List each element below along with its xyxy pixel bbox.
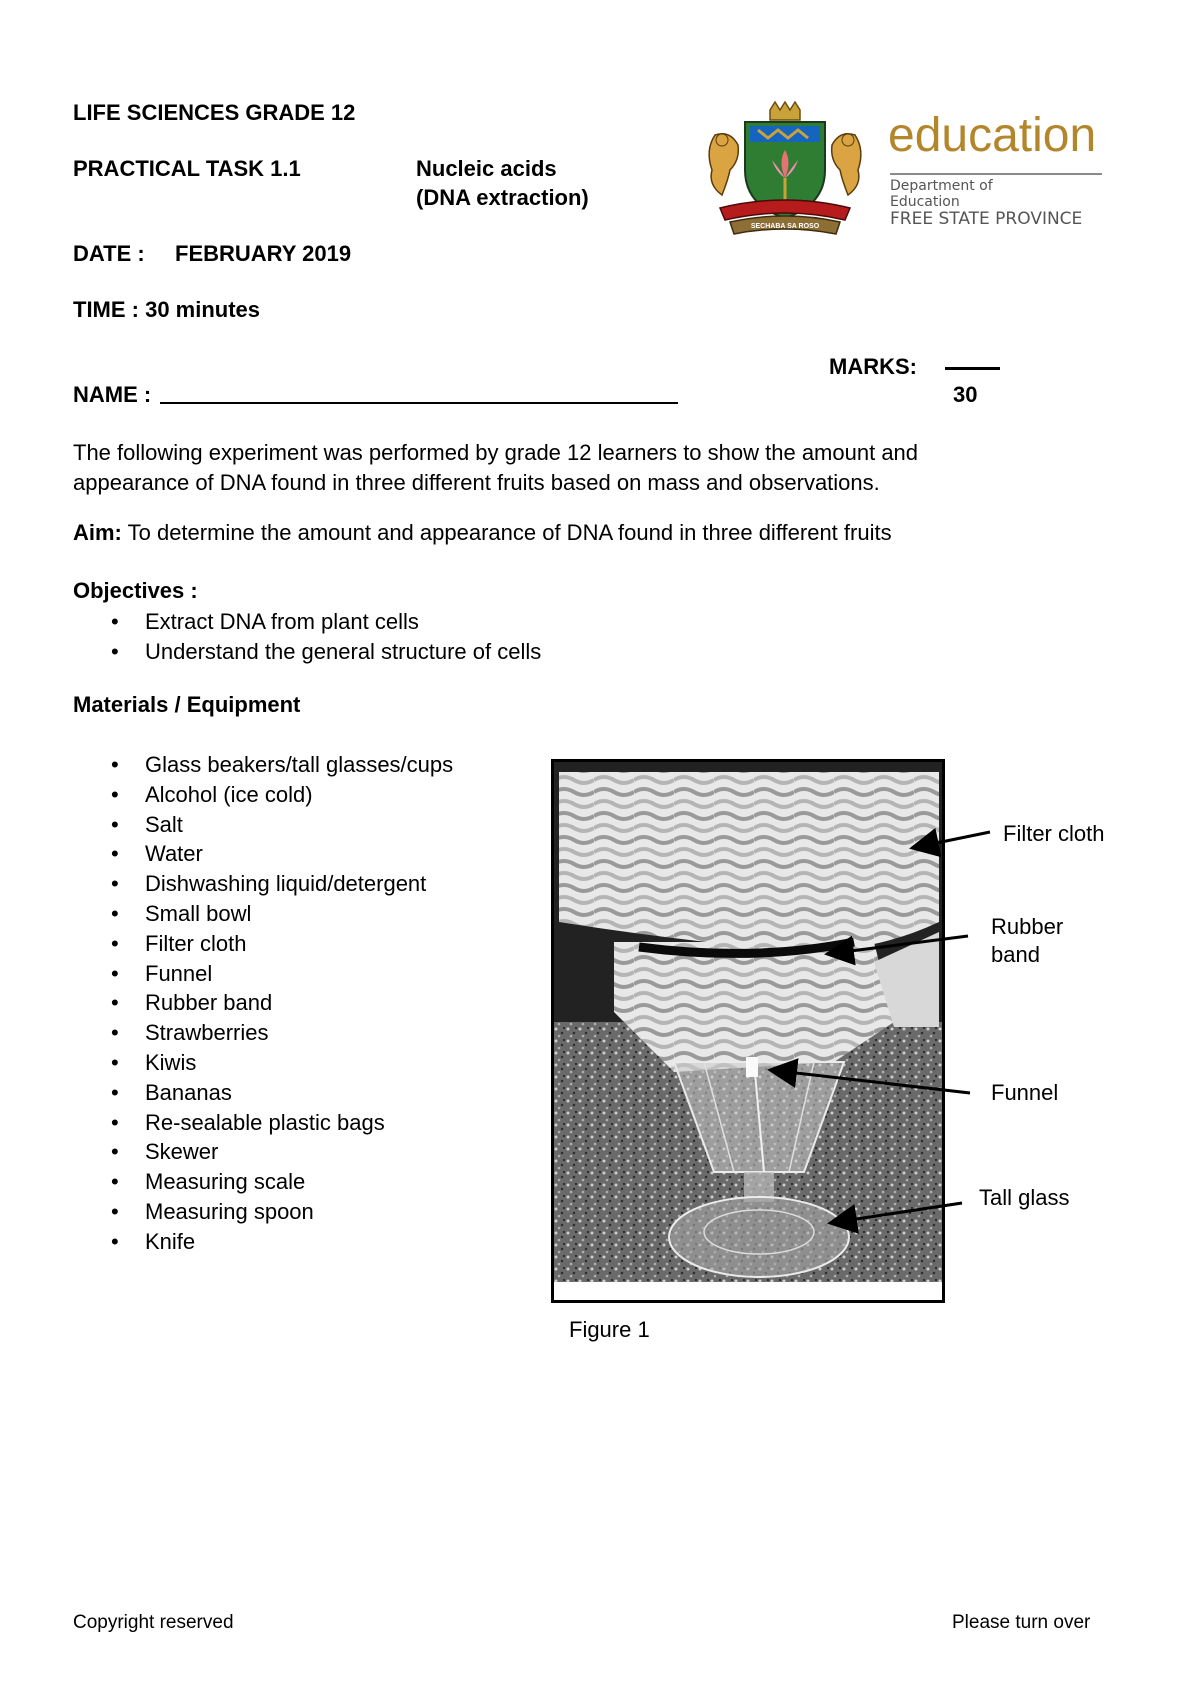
list-item: • Small bowl — [73, 899, 533, 929]
time-text: TIME : 30 minutes — [73, 297, 261, 322]
objectives-heading: Objectives : — [73, 578, 198, 603]
materials-heading: Materials / Equipment — [73, 692, 301, 717]
list-item: • Rubber band — [73, 988, 533, 1018]
name-input-line[interactable] — [160, 402, 678, 404]
list-item: • Bananas — [73, 1078, 533, 1108]
logo-line2: Education — [890, 194, 960, 210]
list-item: • Dishwashing liquid/detergent — [73, 869, 533, 899]
list-item: • Measuring scale — [73, 1167, 533, 1197]
topic-line2: (DNA extraction) — [416, 185, 589, 210]
marks-fraction-line — [945, 367, 1000, 370]
task-label: PRACTICAL TASK 1.1 — [73, 156, 301, 181]
logo-motto: SECHABA SA ROSO — [750, 223, 820, 230]
list-item: • Salt — [73, 810, 533, 840]
list-item: • Extract DNA from plant cells — [73, 607, 773, 637]
aim-text: To determine the amount and appearance of DNA found in three different fruits — [127, 520, 892, 545]
list-item: • Measuring spoon — [73, 1197, 533, 1227]
figure-caption: Figure 1 — [569, 1317, 650, 1342]
name-label: NAME : — [73, 382, 152, 407]
logo-line1: Department of — [890, 178, 993, 194]
date-label: DATE : — [73, 241, 145, 266]
list-item: • Re-sealable plastic bags — [73, 1108, 533, 1138]
aim — [73, 520, 1073, 546]
materials-list — [73, 750, 533, 1257]
logo-line3: FREE STATE PROVINCE — [890, 209, 1083, 229]
figure-photo — [551, 759, 945, 1303]
label-tall-glass: Tall glass — [979, 1185, 1070, 1210]
list-item: • Understand the general structure of cells — [73, 637, 773, 667]
list-item: • Skewer — [73, 1137, 533, 1167]
aim-label: Aim: — [73, 520, 122, 545]
footer-copyright: Copyright reserved — [73, 1612, 234, 1633]
list-item: • Funnel — [73, 959, 533, 989]
logo-divider — [890, 173, 1102, 175]
date-value: FEBRUARY 2019 — [175, 241, 352, 266]
logo-word: education — [888, 109, 1097, 162]
subject-title: LIFE SCIENCES GRADE 12 — [73, 100, 356, 125]
marks-label: MARKS: — [829, 354, 917, 379]
marks-total: 30 — [953, 382, 978, 407]
topic-line1: Nucleic acids — [416, 156, 557, 181]
list-item: • Water — [73, 839, 533, 869]
list-item: • Kiwis — [73, 1048, 533, 1078]
intro-paragraph: The following experiment was performed by grade 12 learners to show the amount and appearance of DNA found in three different fruits based on mass and observations. — [73, 440, 919, 495]
label-funnel: Funnel — [991, 1080, 1059, 1105]
list-item: • Glass beakers/tall glasses/cups — [73, 750, 533, 780]
footer-turn-over: Please turn over — [952, 1612, 1091, 1633]
list-item: • Strawberries — [73, 1018, 533, 1048]
label-rubber-band-1: Rubber — [991, 914, 1064, 939]
label-filter-cloth: Filter cloth — [1003, 821, 1105, 846]
list-item: • Knife — [73, 1227, 533, 1257]
label-rubber-band-2: band — [991, 942, 1040, 967]
list-item: • Filter cloth — [73, 929, 533, 959]
list-item: • Alcohol (ice cold) — [73, 780, 533, 810]
coat-of-arms-logo — [700, 100, 870, 240]
objectives-list — [73, 607, 773, 667]
